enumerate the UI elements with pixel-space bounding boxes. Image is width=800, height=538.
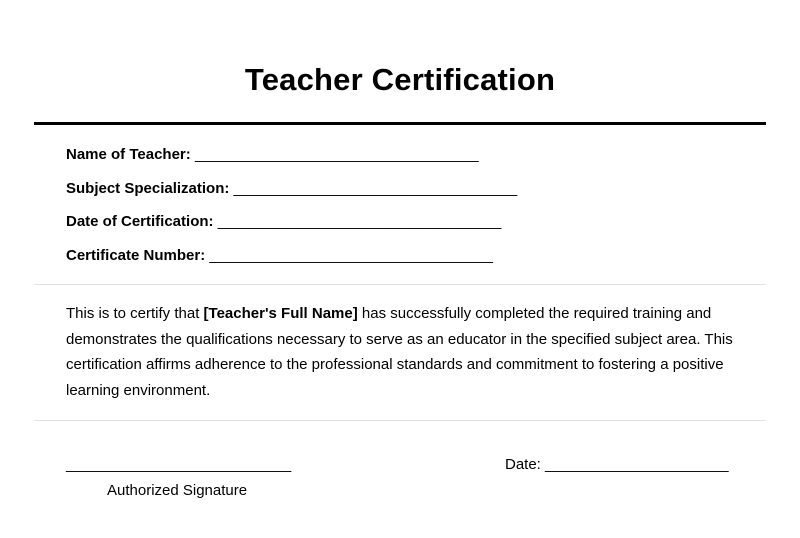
teacher-name-placeholder: [Teacher's Full Name]	[203, 305, 358, 322]
teacher-name-blank: __________________________________	[194, 146, 479, 163]
subject-blank: __________________________________	[233, 179, 518, 197]
subject-label: Subject Specialization:	[66, 179, 230, 197]
subject-field	[66, 180, 746, 214]
certification-statement	[66, 301, 746, 403]
section-divider	[34, 284, 766, 285]
section-divider	[34, 420, 766, 421]
signature-date-label: Date:	[505, 456, 541, 473]
certification-date-label: Date of Certification:	[66, 213, 214, 230]
certification-date-blank: __________________________________	[217, 213, 502, 230]
certificate-fields	[66, 146, 746, 280]
certification-date-field	[66, 213, 746, 247]
page-title: Teacher Certification	[244, 62, 556, 97]
certificate-number-label: Certificate Number:	[66, 246, 206, 264]
signature-date-line: ______________________	[545, 456, 729, 473]
teacher-name-field	[66, 146, 746, 180]
signature-line: ___________________________	[66, 456, 292, 473]
teacher-name-label: Name of Teacher:	[66, 146, 191, 163]
statement-prefix: This is to certify that	[66, 305, 204, 322]
certificate-number-field	[66, 247, 746, 281]
certificate-number-blank: __________________________________	[209, 246, 494, 264]
signature-date	[505, 456, 729, 473]
signature-label: Authorized Signature	[107, 482, 248, 499]
title-divider	[34, 122, 766, 125]
statement-body: has successfully completed the required training and demonstrates the qualifications necessary to serve as an educator in the specified subject area. This certification affirms adherence to the professional standards and commitment to fostering a positive learning environment.	[66, 305, 733, 399]
